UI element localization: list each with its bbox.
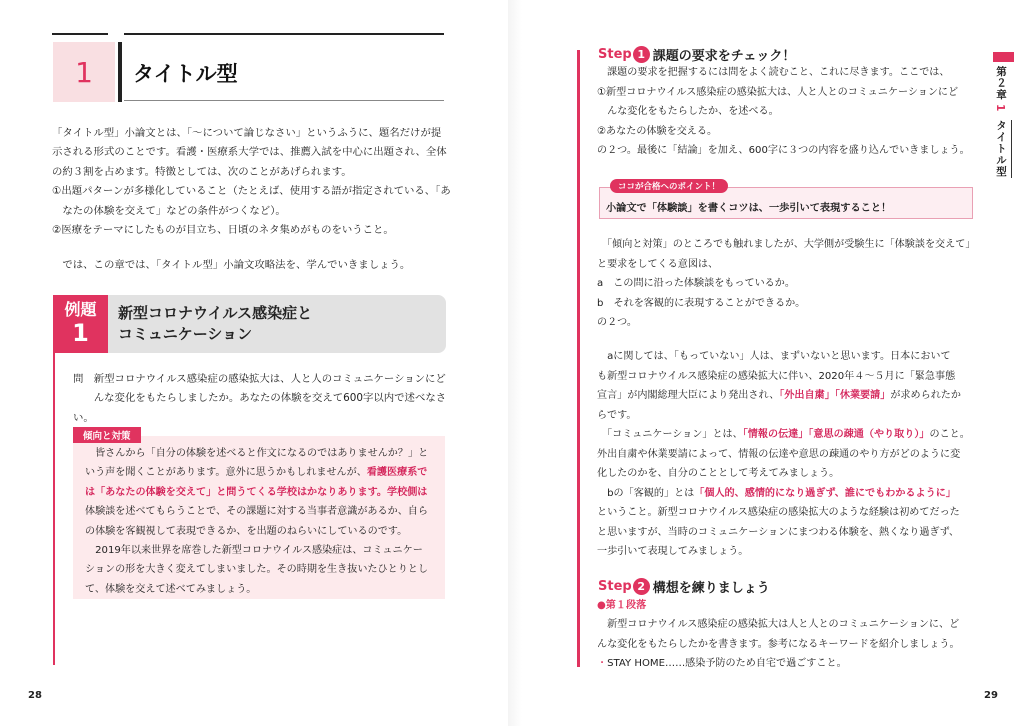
step1-heading — [598, 45, 795, 64]
intro-text — [52, 124, 457, 240]
body-line: 一歩引いて表現してみましょう。 — [597, 546, 749, 557]
example-title-line: 新型コロナウイルス感染症と — [118, 304, 313, 322]
example-title-line: コミュニケーション — [118, 325, 253, 343]
body-line: a この問に沿った体験談をもっているか。 — [597, 278, 795, 289]
intro-closing: では、この章では、「タイトル型」小論文攻略法を、学んでいきましょう。 — [52, 259, 411, 271]
chapter-number-box — [53, 42, 115, 102]
example-tag-label: 例題 — [64, 300, 97, 319]
trend-line: は「あなたの体験を交えて」と問うてくる学校はかなりあります。学校側は — [85, 486, 428, 498]
trend-line: ションの形を大きく変えてしまいました。その時期を生き抜いたひとりとし — [85, 564, 428, 576]
side-section-title: タイトル型 — [994, 120, 1012, 178]
question-line: んな変化をもたらしましたか。あなたの体験を交えて600字以内で述べなさい。 — [73, 392, 447, 424]
body-line: 化したのかを、自分のこととして考えてみましょう。 — [597, 468, 840, 479]
step-title: 構想を練りましょう — [652, 581, 770, 596]
intro-line: ①出題パターンが多様化していること（たとえば、使用する語が指定されている、「あ — [52, 185, 451, 198]
para3 — [597, 347, 977, 562]
example-tag — [53, 295, 108, 353]
example-side-line — [53, 353, 55, 665]
step-number-badge: 2 — [633, 578, 650, 595]
trend-line: 2019年以来世界を席巻した新型コロナウイルス感染症は、コミュニケー — [85, 545, 423, 557]
body-line: と要求をしてくる意図は、 — [597, 258, 719, 270]
body-line: も新型コロナウイルス感染症の感染拡大に伴い、2020年４〜５月に「緊急事態 — [597, 370, 956, 382]
body-line: 「傾向と対策」のところでも触れましたが、大学側が受験生に「体験談を交えて」 — [597, 239, 976, 250]
intro-line: ②医療をテーマにしたものが目立ち、日頃のネタ集めがものをいうこと。 — [52, 224, 394, 237]
step-label: Step — [598, 579, 632, 594]
chapter-title: タイトル型 — [133, 62, 238, 86]
trend-line: 皆さんから「自分の体験を述べると作文になるのではありませんか？」と — [85, 448, 429, 459]
chapter-divider — [118, 42, 122, 102]
body-line: と思いますが、当時のコミュニケーションにまつわる体験を、熱くなり過ぎず、 — [597, 526, 959, 538]
question-text — [73, 370, 453, 428]
point-tag: ココが合格へのポイント！ — [610, 179, 728, 193]
body-line: ①新型コロナウイルス感染症の感染拡大は、人と人とのコミュニケーションにど — [597, 86, 959, 98]
example-title — [118, 303, 312, 345]
example-tag-number: 1 — [72, 319, 89, 347]
step1-body — [597, 63, 977, 161]
top-rule-right — [124, 33, 444, 35]
chapter-number: 1 — [75, 55, 93, 89]
intro-line: 示される形式のことです。看護・医療系大学では、推薦入試を中心に出題され、全体 — [52, 146, 447, 159]
side-tab-mark — [993, 52, 1014, 62]
page-gutter — [508, 0, 522, 726]
trend-tag: 傾向と対策 — [73, 427, 141, 443]
step-title: 課題の要求をチェック！ — [652, 49, 796, 64]
trend-line: の体験を客観視して表現できるか、を出題のねらいにしているのです。 — [85, 525, 408, 537]
body-line: 課題の要求を把握するには問をよく読むこと、これに尽きます。ここでは、 — [597, 67, 950, 78]
body-line: ②あなたの体験を交える。 — [597, 125, 718, 137]
step2-heading — [598, 577, 770, 596]
side-chapter-label: 第２章 — [995, 66, 1007, 101]
page-number-left: 28 — [28, 690, 42, 701]
intro-line: の約３割を占めます。特徴としては、次のことがあげられます。 — [52, 165, 352, 178]
top-rule-left — [52, 33, 108, 35]
body-line: b それを客観的に表現することができるか。 — [597, 297, 806, 309]
body-line: ということ。新型コロナウイルス感染症の感染拡大のような経験は初めてだった — [597, 507, 960, 518]
body-line: んな変化をもたらしたかを書きます。参考になるキーワードを紹介しましょう。 — [597, 638, 960, 650]
right-side-line — [577, 50, 580, 667]
body-line: の２つ。 — [597, 317, 637, 328]
body-line: んな変化をもたらしたか、を述べる。 — [597, 106, 779, 117]
intro-line: 「タイトル型」小論文とは、「〜について論じなさい」というふうに、題名だけが提 — [52, 127, 442, 139]
point-text: 小論文で「体験談」を書くコツは、一歩引いて表現すること！ — [606, 203, 892, 214]
intro-line: なたの体験を交えて」などの条件がつくなど）。 — [52, 204, 286, 217]
bullet-marker: ・ — [597, 658, 608, 669]
trend-line: て、体験を交えて述べてみましょう。 — [85, 583, 257, 595]
body-line: aに関しては、「もっていない」人は、まずいないと思います。日本において — [597, 351, 951, 362]
step-label: Step — [598, 47, 632, 62]
trend-line: 体験談を述べてもらうことで、その課題に対する当事者意識があるか、自ら — [85, 506, 428, 518]
para4 — [597, 615, 977, 674]
side-section-number: 1 — [994, 104, 1006, 113]
body-line: 外出自粛や休業要請によって、情報の伝達や意思の疎通のやり方がどのように変 — [597, 448, 961, 460]
body-line: 新型コロナウイルス感染症の感染拡大は人と人とのコミュニケーションに、ど — [597, 619, 960, 630]
trend-box — [73, 436, 445, 599]
body-line: bの「客観的」とは「個人的、感情的になり過ぎず、誰にでもわかるように」 — [597, 487, 956, 499]
body-line: 宣言」が内閣総理大臣により発出され、「外出自粛」「休業要請」が求められたか — [597, 390, 961, 401]
body-line: の２つ。最後に「結論」を加え、600字に３つの内容を盛り込んでいきましょう。 — [597, 145, 970, 156]
section-label: ●第１段落 — [597, 600, 647, 611]
chapter-underline — [124, 100, 444, 101]
page-number-right: 29 — [984, 690, 998, 701]
trend-line: いう声を聞くことがあります。意外に思うかもしれませんが、看護医療系で — [85, 467, 428, 479]
body-line: 「コミュニケーション」とは、「情報の伝達」「意思の疎通（やり取り）」のこと。 — [597, 429, 970, 440]
para2 — [597, 235, 977, 333]
question-line: 問 新型コロナウイルス感染症の感染拡大は、人と人のコミュニケーションにど — [73, 373, 446, 385]
step-number-badge: 1 — [633, 46, 650, 63]
body-line: らです。 — [597, 409, 637, 421]
bullet-line: ・STAY HOME……感染予防のため自宅で過ごすこと。 — [597, 658, 847, 669]
